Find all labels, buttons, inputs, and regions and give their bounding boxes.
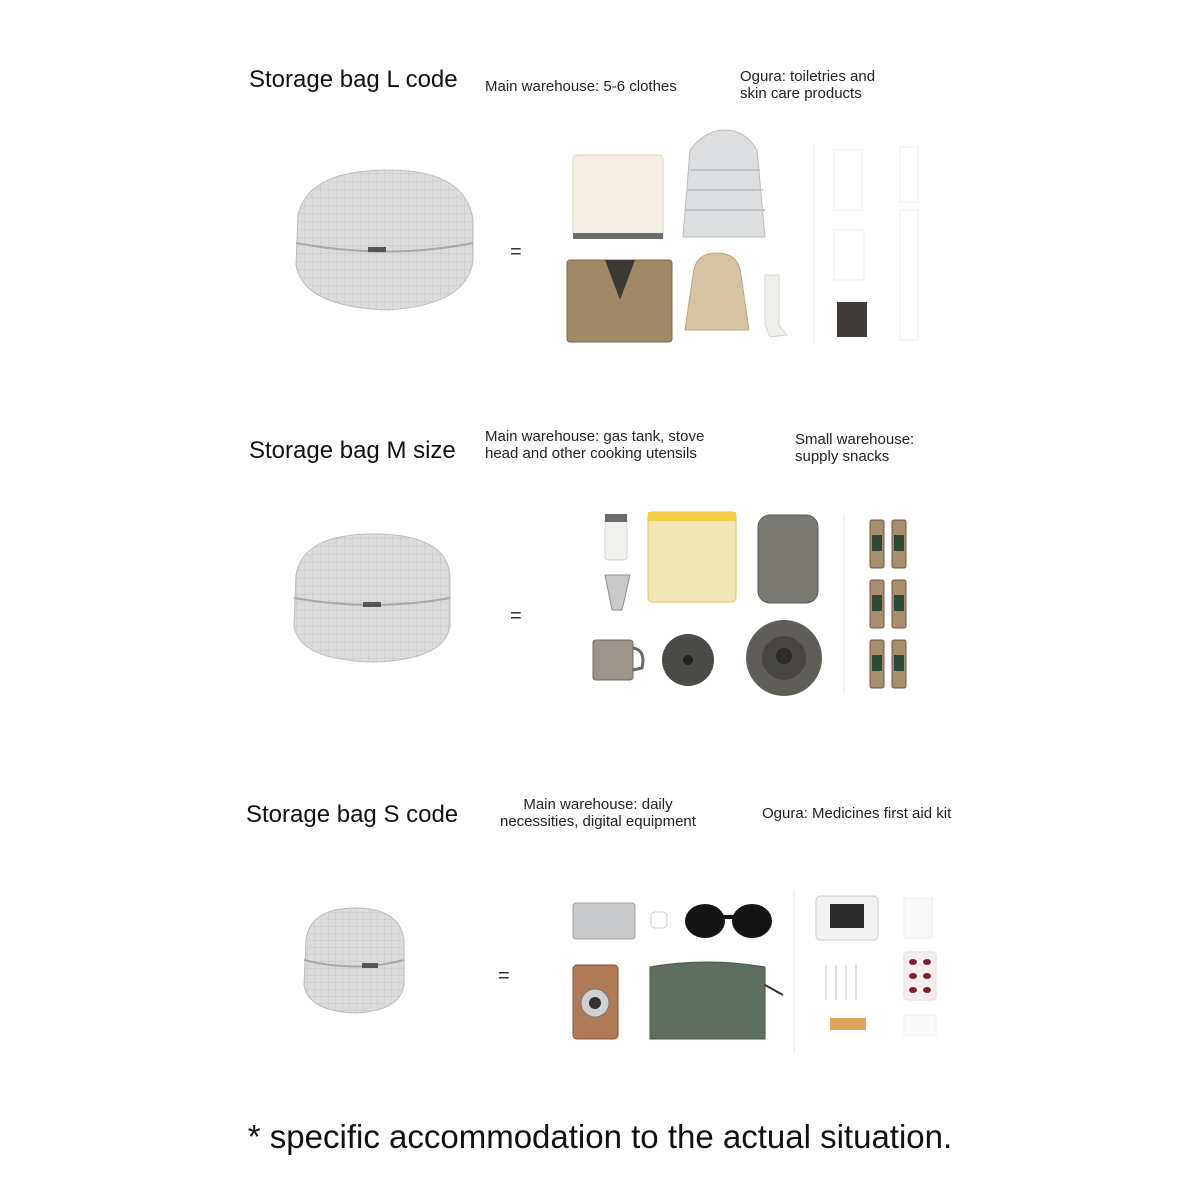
section-s-equals: = [498,965,510,987]
storage-bag-l-image [288,165,483,315]
daily-necessities-image [565,895,790,1050]
section-s-secondary-caption: Ogura: Medicines first aid kit [762,805,952,822]
section-l-secondary-caption: Ogura: toiletries and skin care products [740,68,876,102]
section-m-main-caption: Main warehouse: gas tank, stove head and other cooking utensils [485,428,705,462]
section-l-title: Storage bag L code [249,66,458,93]
section-m-title: Storage bag M size [249,437,456,464]
section-l-main-caption: Main warehouse: 5-6 clothes [485,78,677,95]
toiletries-items-image [812,145,927,345]
section-s-title: Storage bag S code [246,801,459,828]
storage-bag-s-image [300,905,410,1015]
snacks-image [842,515,922,695]
section-m-secondary-caption: Small warehouse: supply snacks [795,431,915,465]
cooking-utensils-image [590,510,830,700]
storage-bag-m-image [288,530,458,665]
section-m-equals: = [510,605,522,627]
clothes-items-image [565,125,805,350]
first-aid-kit-image [792,890,942,1055]
section-s-main-caption: Main warehouse: daily necessities, digital equipment [500,796,696,830]
section-l-equals: = [510,241,522,263]
footer-note: * specific accommodation to the actual situation. [247,1118,953,1155]
